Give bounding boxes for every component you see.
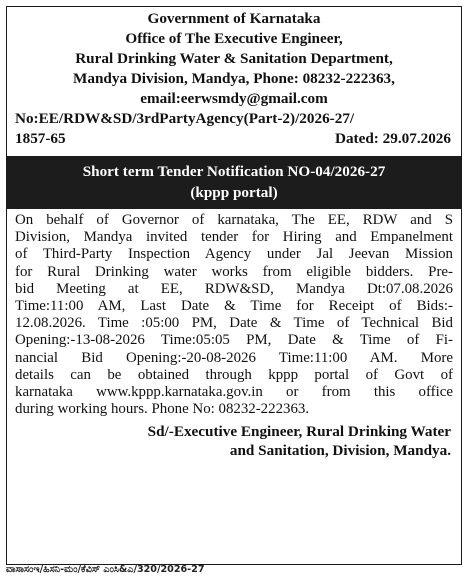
notification-banner — [7, 156, 461, 209]
signature-block — [7, 418, 461, 460]
office-title: Office of The Executive Engineer, — [125, 30, 343, 47]
division-phone: Mandya Division, Mandya, Phone: 08232-222363, — [73, 70, 395, 87]
body-line: details can be obtained through kppp portal of Govt of — [15, 366, 453, 383]
reference-row — [7, 129, 461, 149]
body-line: for Rural Drinking water works from eligible bidders. Pre- — [15, 263, 453, 280]
tender-notice — [6, 6, 462, 565]
reference-number: No:EE/RDW&SD/3rdPartyAgency(Part-2)/2026-27/ — [15, 110, 355, 127]
publication-code: ವಾಸಾಸಂಇ/ಹಿಸನಿ-ಮಂ/ಕೆವಿಸ್ ಎಂಸಿ&ಎ/320/2026-27 — [6, 564, 205, 575]
notice-date: Dated: 29.07.2026 — [334, 130, 451, 147]
body-line: nancial Bid Opening:-20-08-2026 Time:11:00 AM. More — [15, 349, 453, 366]
body-line: bid Meeting at EE, RDW&SD, Mandya Dt:07.08.2026 — [15, 280, 453, 297]
signatory-title: Sd/-Executive Engineer, Rural Drinking Water — [147, 423, 451, 441]
office-header — [7, 7, 461, 109]
body-line: On behalf of Governor of karnataka, The EE, RDW and S — [15, 212, 453, 228]
notification-subtitle: (kppp portal) — [190, 184, 278, 201]
office-email: email:eerwsmdy@gmail.com — [140, 90, 328, 107]
department-title: Rural Drinking Water & Sanitation Department, — [75, 50, 393, 67]
body-line: Division, Mandya invited tender for Hiring and Empanelment — [15, 229, 453, 246]
notice-body — [7, 209, 461, 418]
body-line: 12.08.2026. Time :05:00 PM, Date & Time of Technical Bid — [15, 315, 453, 332]
body-line: Time:11:00 AM, Last Date & Time for Receipt of Bids:- — [15, 298, 453, 315]
body-line: karnataka www.kppp.karnataka.gov.in or from this office — [15, 384, 453, 401]
notification-title: Short term Tender Notification NO-04/2026-27 — [82, 163, 386, 180]
body-line: during working hours. Phone No: 08232-222363. — [15, 401, 310, 418]
body-line: Opening:-13-08-2026 Time:05:05 PM, Date & Time of Fi- — [15, 332, 453, 349]
government-title: Government of Karnataka — [147, 10, 321, 27]
body-line: of Third-Party Inspection Agency under Jal Jeevan Mission — [15, 246, 453, 263]
reference-number-suffix: 1857-65 — [15, 130, 66, 147]
signatory-division: and Sanitation, Division, Mandya. — [229, 442, 451, 460]
